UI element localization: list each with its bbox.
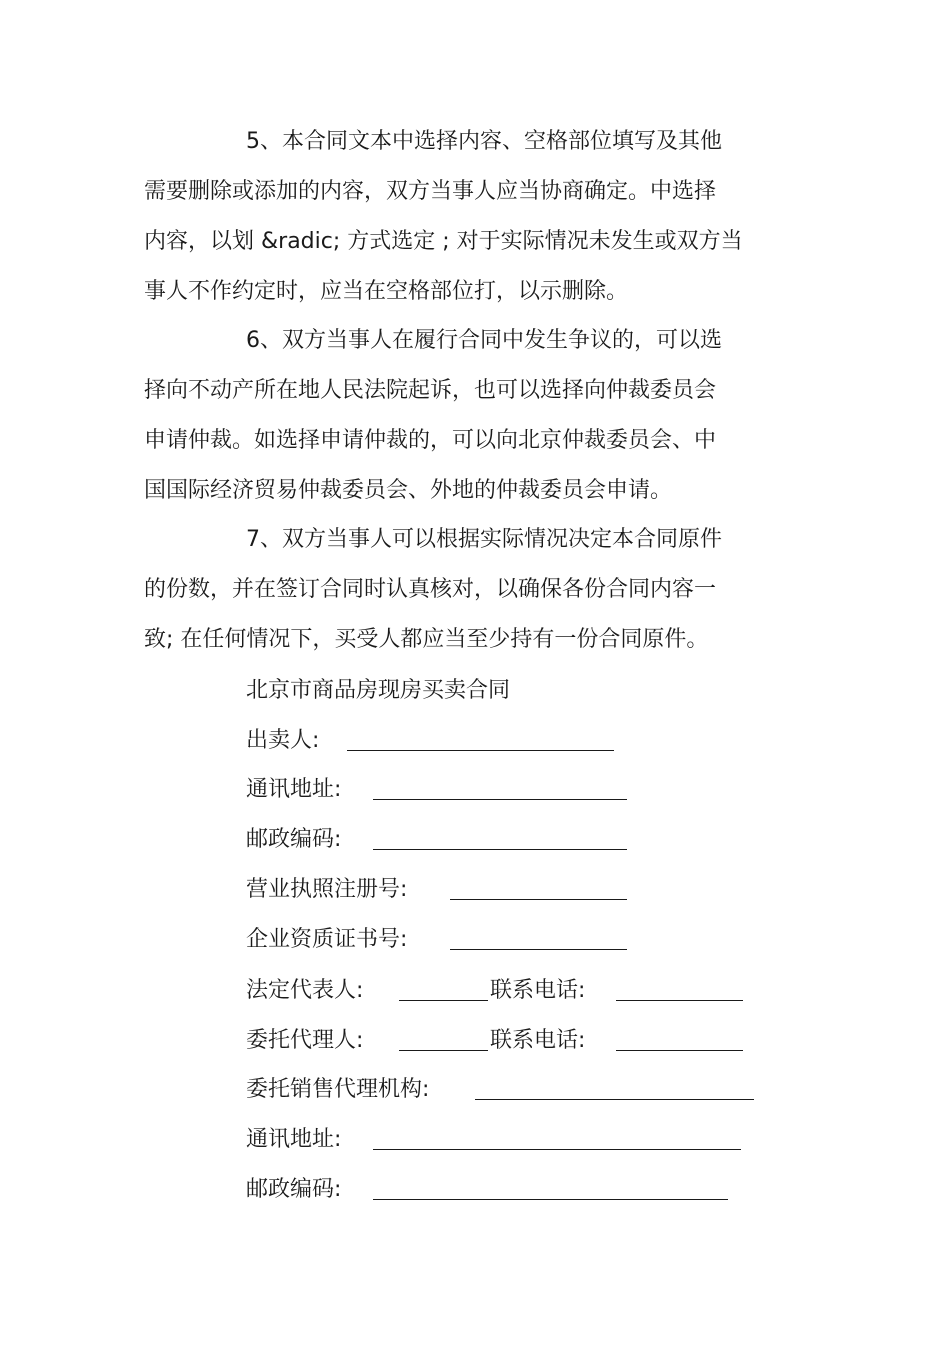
seller-label: 出卖人: <box>246 728 320 753</box>
address-blank-1[interactable] <box>373 799 627 800</box>
paragraph-5-line-2: 需要删除或添加的内容，双方当事人应当协商确定。中选择 <box>144 179 717 204</box>
address-blank-2[interactable] <box>373 1149 741 1150</box>
postcode-blank-2[interactable] <box>373 1199 728 1200</box>
postcode-blank-1[interactable] <box>373 849 627 850</box>
postcode-label-2: 邮政编码: <box>246 1177 342 1202</box>
address-label-2: 通讯地址: <box>246 1127 342 1152</box>
paragraph-7-line-2: 的份数，并在签订合同时认真核对，以确保各份合同内容一 <box>144 577 717 602</box>
phone-blank-1[interactable] <box>616 1000 743 1001</box>
license-blank[interactable] <box>450 899 627 900</box>
postcode-label-1: 邮政编码: <box>246 827 342 852</box>
address-label-1: 通讯地址: <box>246 777 342 802</box>
qualification-blank[interactable] <box>450 949 627 950</box>
sales-agency-blank[interactable] <box>475 1099 754 1100</box>
contract-title: 北京市商品房现房买卖合同 <box>246 678 511 703</box>
license-label: 营业执照注册号: <box>246 877 408 902</box>
paragraph-5-line-1: 5、本合同文本中选择内容、空格部位填写及其他 <box>246 129 722 154</box>
qualification-label: 企业资质证书号: <box>246 927 408 952</box>
paragraph-5-line-4: 事人不作约定时，应当在空格部位打，以示删除。 <box>144 279 629 304</box>
agent-label: 委托代理人: <box>246 1028 364 1053</box>
phone-label-1: 联系电话: <box>490 978 586 1003</box>
legal-rep-blank[interactable] <box>399 1000 488 1001</box>
paragraph-5-line-3: 内容，以划 &radic; 方式选定 ; 对于实际情况未发生或双方当 <box>144 229 743 254</box>
seller-blank[interactable] <box>347 750 614 751</box>
sales-agency-label: 委托销售代理机构: <box>246 1077 430 1102</box>
paragraph-6-line-3: 申请仲裁。如选择申请仲裁的，可以向北京仲裁委员会、中 <box>144 428 717 453</box>
paragraph-6-line-4: 国国际经济贸易仲裁委员会、外地的仲裁委员会申请。 <box>144 478 673 503</box>
paragraph-7-line-3: 致; 在任何情况下，买受人都应当至少持有一份合同原件。 <box>144 627 709 652</box>
agent-blank[interactable] <box>399 1050 488 1051</box>
phone-blank-2[interactable] <box>616 1050 743 1051</box>
paragraph-6-line-2: 择向不动产所在地人民法院起诉，也可以选择向仲裁委员会 <box>144 378 717 403</box>
paragraph-6-line-1: 6、双方当事人在履行合同中发生争议的，可以选 <box>246 328 722 353</box>
phone-label-2: 联系电话: <box>490 1028 586 1053</box>
legal-rep-label: 法定代表人: <box>246 978 364 1003</box>
paragraph-7-line-1: 7、双方当事人可以根据实际情况决定本合同原件 <box>246 527 722 552</box>
